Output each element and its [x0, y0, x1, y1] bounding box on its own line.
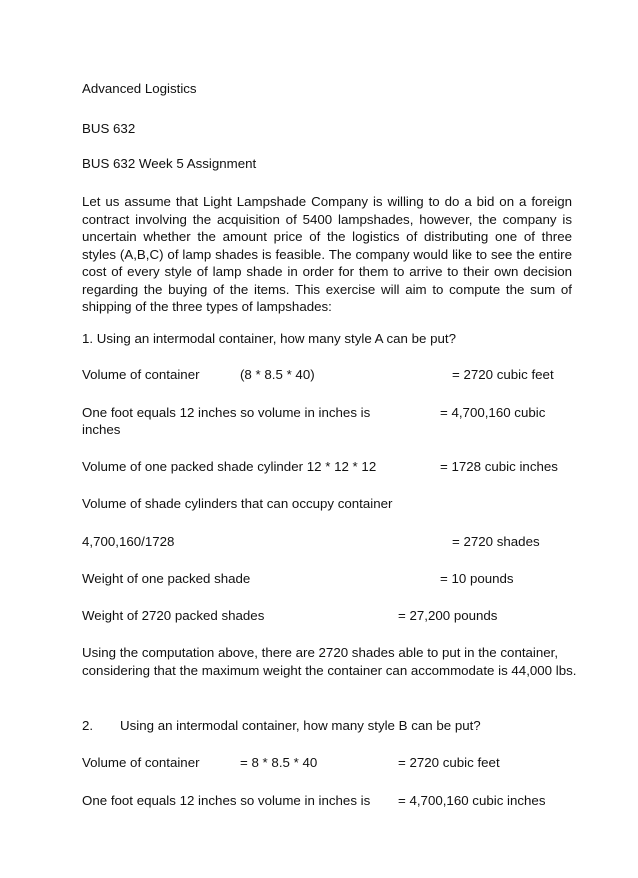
q1-inches-unit: inches [82, 422, 121, 437]
q1-volume-result: = 2720 cubic feet [452, 367, 554, 382]
q2-number: 2. [82, 718, 94, 733]
q2-inches-label: One foot equals 12 inches so volume in inches is [82, 793, 371, 808]
q1-division-label: 4,700,160/1728 [82, 534, 175, 549]
q1-heading: 1. Using an intermodal container, how many style A can be put? [82, 331, 457, 346]
q1-volume-label: Volume of container [82, 367, 200, 382]
q1-weight-all-result: = 27,200 pounds [398, 608, 498, 623]
q2-volume-label: Volume of container [82, 755, 200, 770]
q2-heading: Using an intermodal container, how many style B can be put? [120, 718, 481, 733]
q1-division-result: = 2720 shades [452, 534, 540, 549]
q1-cylinder-label: Volume of one packed shade cylinder 12 * 12 * 12 [82, 459, 377, 474]
q2-volume-formula: = 8 * 8.5 * 40 [240, 755, 318, 770]
q1-occupy-label: Volume of shade cylinders that can occupy container [82, 496, 393, 511]
q2-volume-result: = 2720 cubic feet [398, 755, 500, 770]
q1-inches-result: = 4,700,160 cubic [440, 405, 546, 420]
course-code: BUS 632 [82, 121, 136, 136]
q1-volume-formula: (8 * 8.5 * 40) [240, 367, 315, 382]
course-title: Advanced Logistics [82, 81, 197, 96]
q1-cylinder-result: = 1728 cubic inches [440, 459, 558, 474]
q1-weight-all-label: Weight of 2720 packed shades [82, 608, 265, 623]
assignment-title: BUS 632 Week 5 Assignment [82, 156, 257, 171]
q1-conclusion: Using the computation above, there are 2720 shades able to put in the container, considering that the maximum weight the container can accommodate is 44,000 lbs. [82, 645, 577, 678]
q1-weight-one-result: = 10 pounds [440, 571, 514, 586]
intro-paragraph: Let us assume that Light Lampshade Company is willing to do a bid on a foreign contract involving the acquisition of 5400 lampshades, however, the company is uncertain whether the amount price of the logistics of distributing one of three styles (A,B,C) of lamp shades is feasible. The company would like to see the entire cost of every style of lamp shade in order for them to arrive to their own decision regarding the buying of the items. This exercise will aim to compute the sum of shipping of the three types of lampshades: [82, 194, 572, 314]
q1-weight-one-label: Weight of one packed shade [82, 571, 251, 586]
q2-inches-result: = 4,700,160 cubic inches [398, 793, 546, 808]
q1-inches-label: One foot equals 12 inches so volume in inches is [82, 405, 371, 420]
